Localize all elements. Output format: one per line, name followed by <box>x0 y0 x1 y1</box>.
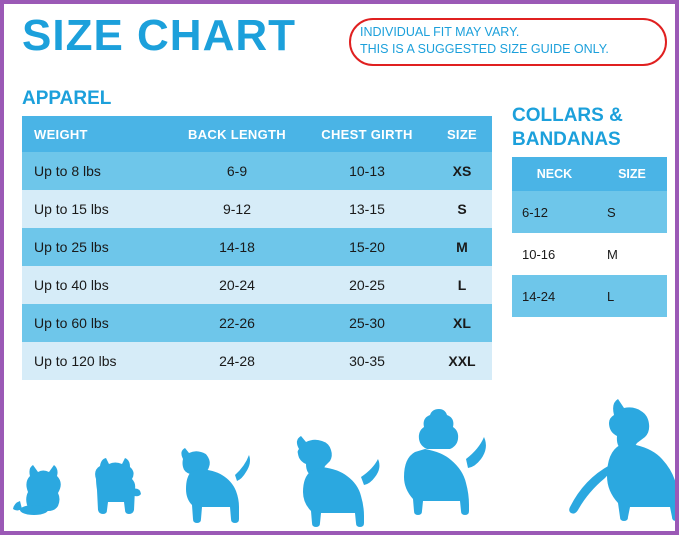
apparel-header-size: SIZE <box>432 116 492 152</box>
table-row <box>22 228 492 266</box>
collars-label-line-1: COLLARS & <box>512 105 623 126</box>
apparel-cell-weight: Up to 25 lbs <box>22 228 172 266</box>
apparel-cell-size: S <box>432 190 492 228</box>
apparel-cell-back-length: 14-18 <box>172 228 302 266</box>
apparel-cell-size: XXL <box>432 342 492 380</box>
apparel-header-back-length: BACK LENGTH <box>172 116 302 152</box>
dog-silhouette-xxl <box>569 399 675 521</box>
apparel-cell-back-length: 20-24 <box>172 266 302 304</box>
table-row <box>22 304 492 342</box>
page-title: SIZE CHART <box>22 11 296 60</box>
collars-header-size: SIZE <box>597 157 667 191</box>
apparel-cell-size: L <box>432 266 492 304</box>
apparel-cell-back-length: 9-12 <box>172 190 302 228</box>
apparel-cell-weight: Up to 15 lbs <box>22 190 172 228</box>
note-line-2: THIS IS A SUGGESTED SIZE GUIDE ONLY. <box>360 42 609 56</box>
note-text <box>360 24 660 58</box>
apparel-cell-back-length: 24-28 <box>172 342 302 380</box>
dog-silhouette-l <box>297 436 380 527</box>
apparel-cell-back-length: 22-26 <box>172 304 302 342</box>
table-row <box>512 233 667 275</box>
apparel-cell-size: M <box>432 228 492 266</box>
dog-silhouettes-illustration <box>4 397 675 527</box>
apparel-header-chest-girth: CHEST GIRTH <box>302 116 432 152</box>
collars-cell-neck: 14-24 <box>512 275 597 317</box>
apparel-cell-weight: Up to 40 lbs <box>22 266 172 304</box>
table-row <box>512 191 667 233</box>
apparel-cell-chest-girth: 20-25 <box>302 266 432 304</box>
collars-cell-size: L <box>597 275 667 317</box>
apparel-cell-size: XS <box>432 152 492 190</box>
collars-cell-size: M <box>597 233 667 275</box>
note-line-1: INDIVIDUAL FIT MAY VARY. <box>360 25 520 39</box>
collars-section-label <box>512 104 672 152</box>
collars-bandanas-table <box>512 157 667 317</box>
apparel-cell-chest-girth: 25-30 <box>302 304 432 342</box>
apparel-section-label: APPAREL <box>22 88 112 109</box>
dog-silhouette-m <box>181 448 250 523</box>
apparel-cell-size: XL <box>432 304 492 342</box>
apparel-cell-chest-girth: 10-13 <box>302 152 432 190</box>
table-row <box>22 152 492 190</box>
apparel-cell-weight: Up to 120 lbs <box>22 342 172 380</box>
apparel-cell-back-length: 6-9 <box>172 152 302 190</box>
collars-label-line-2: BANDANAS <box>512 129 621 150</box>
table-row <box>22 342 492 380</box>
apparel-header-row <box>22 116 492 152</box>
collars-header-row <box>512 157 667 191</box>
apparel-cell-chest-girth: 15-20 <box>302 228 432 266</box>
collars-cell-neck: 10-16 <box>512 233 597 275</box>
collars-cell-neck: 6-12 <box>512 191 597 233</box>
dog-silhouette-xs <box>13 465 61 515</box>
apparel-header-weight: WEIGHT <box>22 116 172 152</box>
table-row <box>22 266 492 304</box>
apparel-cell-weight: Up to 60 lbs <box>22 304 172 342</box>
dog-silhouette-xl <box>404 409 486 515</box>
apparel-table <box>22 116 492 380</box>
dog-silhouette-s <box>95 458 141 514</box>
collars-header-neck: NECK <box>512 157 597 191</box>
apparel-cell-chest-girth: 30-35 <box>302 342 432 380</box>
table-row <box>512 275 667 317</box>
apparel-cell-weight: Up to 8 lbs <box>22 152 172 190</box>
collars-cell-size: S <box>597 191 667 233</box>
table-row <box>22 190 492 228</box>
apparel-cell-chest-girth: 13-15 <box>302 190 432 228</box>
